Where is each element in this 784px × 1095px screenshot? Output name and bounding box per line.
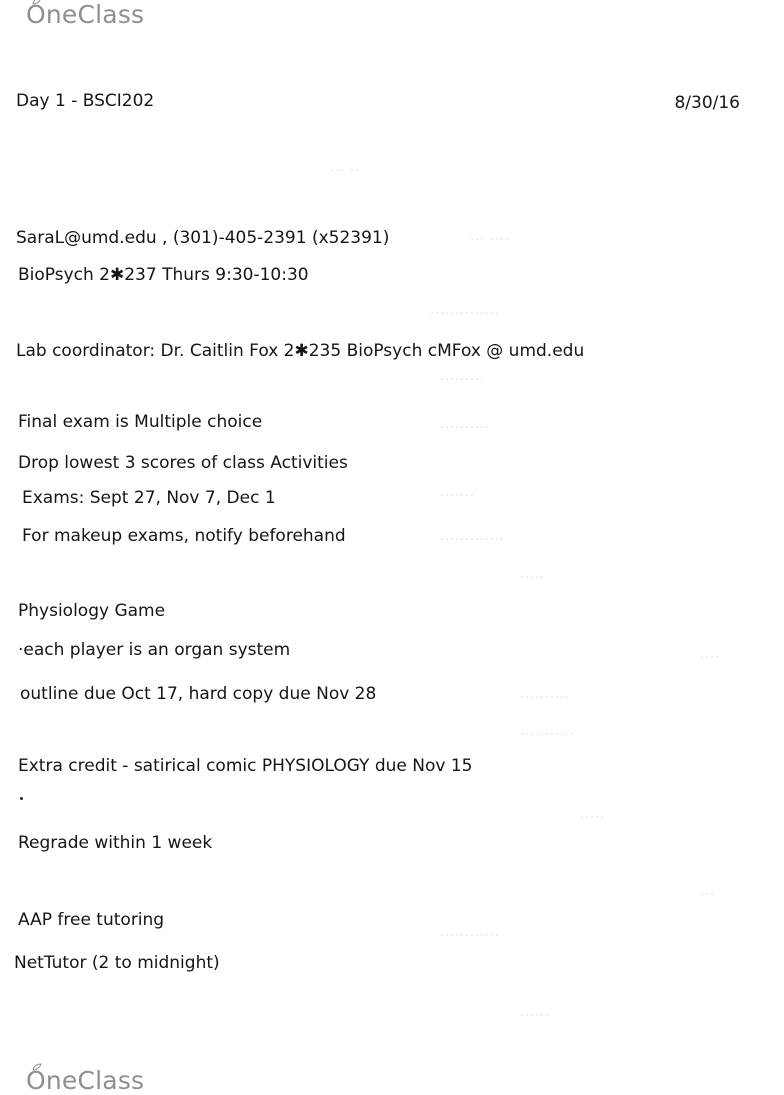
office-hours: BioPsych 2✱237 Thurs 9:30-10:30 <box>18 265 309 285</box>
physiology-game-heading: Physiology Game <box>18 601 166 621</box>
bleed-through-text: ··· ·· <box>330 163 360 179</box>
bleed-through-text: ···· <box>700 650 720 666</box>
page-title: Day 1 - BSCI202 <box>16 91 155 111</box>
lab-coordinator: Lab coordinator: Dr. Caitlin Fox 2✱235 BioPsych cMFox @ umd.edu <box>16 341 585 361</box>
aap-tutoring: AAP free tutoring <box>18 910 165 930</box>
bleed-through-text: ··· ···· <box>470 232 510 248</box>
bleed-through-text: ····· <box>520 570 545 586</box>
extra-credit-note: Extra credit - satirical comic PHYSIOLOGY due Nov 15 <box>18 756 473 776</box>
bleed-through-text: ·············· <box>430 306 500 322</box>
bleed-through-text: ··· <box>700 887 715 903</box>
oneclass-logo-bottom <box>26 1066 144 1095</box>
game-player-bullet: ·each player is an organ system <box>18 640 291 660</box>
leaf-icon <box>32 0 42 5</box>
stray-dot <box>20 797 23 800</box>
bleed-through-text: ············· <box>440 532 505 548</box>
leaf-icon <box>32 1063 42 1071</box>
bleed-through-text: ······· <box>440 488 475 504</box>
bleed-through-text: ··········· <box>520 727 575 743</box>
oneclass-logo-top <box>26 0 144 29</box>
bleed-through-text: ············ <box>440 928 500 944</box>
bleed-through-text: ········· <box>440 372 485 388</box>
bleed-through-text: ······ <box>520 1008 550 1024</box>
bleed-through-text: ·········· <box>520 690 570 706</box>
bleed-through-text: ····· <box>580 810 605 826</box>
final-exam-note: Final exam is Multiple choice <box>18 412 263 432</box>
regrade-note: Regrade within 1 week <box>18 833 213 853</box>
drop-scores-note: Drop lowest 3 scores of class Activities <box>18 453 348 473</box>
note-date: 8/30/16 <box>674 93 740 113</box>
game-due-dates: outline due Oct 17, hard copy due Nov 28 <box>20 684 377 704</box>
exam-dates: Exams: Sept 27, Nov 7, Dec 1 <box>22 488 276 508</box>
makeup-exams-note: For makeup exams, notify beforehand <box>22 526 346 546</box>
oneclass-wordmark: OneClass <box>26 0 145 29</box>
instructor-contact: SaraL@umd.edu , (301)-405-2391 (x52391) <box>16 228 390 248</box>
oneclass-wordmark: OneClass <box>26 1066 145 1095</box>
bleed-through-text: ·········· <box>440 420 490 436</box>
nettutor-note: NetTutor (2 to midnight) <box>14 953 220 973</box>
